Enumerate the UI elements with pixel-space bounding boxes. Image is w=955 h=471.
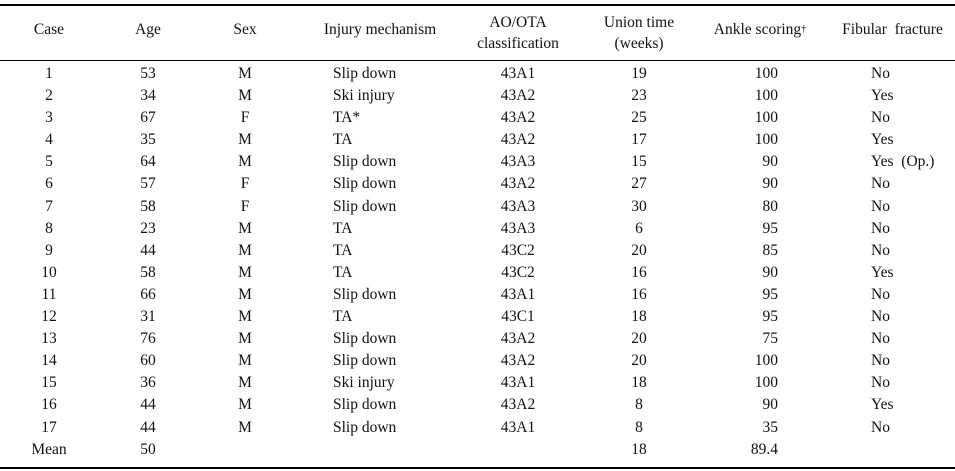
cell-sex: M [238, 131, 252, 149]
cell-union-time: 16 [631, 263, 647, 281]
cell-age: 66 [140, 285, 156, 303]
cell-ankle-scoring: 100 [754, 87, 778, 105]
cell-fibular-fracture: No [871, 65, 890, 82]
table-row [0, 85, 955, 107]
cell-sex: M [238, 87, 252, 105]
cell-ao-ota: 43A1 [500, 65, 536, 82]
cell-sex: M [238, 308, 252, 326]
cell-ankle-scoring: 90 [762, 153, 778, 171]
mean-label: Mean [31, 440, 67, 458]
cell-ankle-scoring: 90 [762, 263, 778, 281]
cell-case: 5 [45, 153, 53, 171]
table-row [0, 196, 955, 218]
table-row [0, 107, 955, 129]
cell-ao-ota: 43A1 [500, 374, 536, 392]
header-union-time [585, 8, 693, 58]
cell-fibular-fracture: Yes (Op.) [871, 153, 935, 171]
cell-ankle-scoring: 35 [762, 418, 778, 436]
cell-ao-ota: 43A2 [500, 396, 536, 414]
cell-age: 44 [140, 418, 156, 436]
cell-ankle-scoring: 80 [762, 197, 778, 215]
cell-ao-ota: 43A1 [500, 285, 536, 303]
header-case: Case [33, 20, 65, 38]
cell-ankle-scoring: 100 [754, 374, 778, 392]
cell-fibular-fracture: No [871, 197, 890, 215]
cell-age: 44 [140, 241, 156, 259]
cell-fibular-fracture: No [871, 418, 890, 436]
cell-union-time: 30 [631, 197, 647, 215]
cell-fibular-fracture: No [871, 219, 890, 237]
cell-case: 13 [41, 330, 57, 348]
cell-age: 64 [140, 153, 156, 171]
table-row [0, 394, 955, 416]
cell-sex: M [238, 65, 252, 82]
mean-age: 50 [140, 440, 156, 458]
cell-union-time: 8 [635, 396, 643, 414]
cell-fibular-fracture: No [871, 109, 890, 127]
cell-injury-mechanism: Slip down [333, 197, 397, 215]
cell-injury-mechanism: Slip down [333, 285, 397, 303]
cell-union-time: 27 [631, 175, 647, 193]
cell-ao-ota: 43A2 [500, 109, 536, 127]
cell-injury-mechanism: Ski injury [333, 374, 395, 392]
cell-case: 14 [41, 352, 57, 370]
header-fibular-fracture: Fibular fracture [842, 20, 943, 38]
cell-ankle-scoring: 85 [762, 241, 778, 259]
cell-ankle-scoring: 90 [762, 175, 778, 193]
cell-sex: M [238, 352, 252, 370]
table-row [0, 284, 955, 306]
cell-age: 58 [140, 197, 156, 215]
cell-ankle-scoring: 100 [754, 352, 778, 370]
table-row [0, 129, 955, 151]
cell-fibular-fracture: Yes [871, 396, 894, 414]
table-header [0, 8, 955, 58]
cell-union-time: 25 [631, 109, 647, 127]
cell-case: 12 [41, 308, 57, 326]
table-row [0, 306, 955, 328]
cell-injury-mechanism: Slip down [333, 153, 397, 171]
cell-age: 34 [140, 87, 156, 105]
mean-row [0, 439, 955, 461]
cell-ankle-scoring: 95 [762, 285, 778, 303]
header-rule [0, 60, 955, 61]
cell-age: 58 [140, 263, 156, 281]
cell-case: 6 [45, 175, 53, 193]
mean-ankle-scoring: 89.4 [750, 440, 778, 458]
cell-ao-ota: 43A3 [500, 219, 536, 237]
cell-union-time: 6 [635, 219, 643, 237]
table-row [0, 240, 955, 262]
cell-union-time: 8 [635, 418, 643, 436]
cell-injury-mechanism: TA [333, 131, 353, 149]
cell-injury-mechanism: Slip down [333, 175, 397, 193]
cell-fibular-fracture: No [871, 175, 890, 193]
cell-fibular-fracture: No [871, 308, 890, 326]
cell-sex: M [238, 330, 252, 348]
table-row [0, 218, 955, 240]
header-ao-ota [448, 8, 588, 58]
cell-fibular-fracture: No [871, 285, 890, 303]
cell-case: 1 [45, 65, 53, 82]
cell-case: 16 [41, 396, 57, 414]
cell-age: 76 [140, 330, 156, 348]
cell-injury-mechanism: Ski injury [333, 87, 395, 105]
cell-sex: M [238, 219, 252, 237]
cell-injury-mechanism: Slip down [333, 330, 397, 348]
cell-fibular-fracture: No [871, 241, 890, 259]
cell-case: 9 [45, 241, 53, 259]
cell-ao-ota: 43C2 [501, 263, 535, 281]
cell-age: 60 [140, 352, 156, 370]
cell-injury-mechanism: TA [333, 308, 353, 326]
header-ao-line1: AO/OTA [489, 14, 547, 31]
header-sex: Sex [233, 20, 257, 38]
cell-union-time: 20 [631, 330, 647, 348]
header-injury-mechanism: Injury mechanism [323, 20, 437, 38]
cell-sex: F [240, 109, 250, 127]
cell-ankle-scoring: 100 [754, 65, 778, 82]
cell-ankle-scoring: 95 [762, 308, 778, 326]
header-ankle-scoring [700, 8, 820, 58]
cell-injury-mechanism: TA [333, 263, 353, 281]
cell-ao-ota: 43A3 [500, 197, 536, 215]
cell-injury-mechanism: TA [333, 241, 353, 259]
cell-injury-mechanism: TA* [333, 109, 361, 127]
table-body [0, 63, 955, 461]
cell-age: 35 [140, 131, 156, 149]
cell-union-time: 18 [631, 374, 647, 392]
cell-fibular-fracture: No [871, 330, 890, 348]
header-union-line2: (weeks) [614, 35, 664, 52]
table-row [0, 63, 955, 85]
cell-case: 2 [45, 87, 53, 105]
cell-case: 17 [41, 418, 57, 436]
bottom-rule [0, 467, 955, 469]
cell-ankle-scoring: 90 [762, 396, 778, 414]
cell-union-time: 16 [631, 285, 647, 303]
cell-union-time: 18 [631, 308, 647, 326]
cell-union-time: 19 [631, 65, 647, 82]
cell-case: 3 [45, 109, 53, 127]
cell-sex: M [238, 241, 252, 259]
cell-ao-ota: 43A2 [500, 87, 536, 105]
cell-ao-ota: 43A2 [500, 175, 536, 193]
cell-injury-mechanism: Slip down [333, 418, 397, 436]
cell-sex: F [240, 175, 250, 193]
cell-union-time: 20 [631, 241, 647, 259]
dagger-footnote-mark: † [801, 23, 807, 35]
table-row [0, 262, 955, 284]
cell-age: 57 [140, 175, 156, 193]
cell-sex: M [238, 418, 252, 436]
cell-injury-mechanism: Slip down [333, 352, 397, 370]
cell-age: 31 [140, 308, 156, 326]
cell-ao-ota: 43C1 [501, 308, 535, 326]
cell-case: 15 [41, 374, 57, 392]
cell-union-time: 23 [631, 87, 647, 105]
cell-fibular-fracture: Yes [871, 131, 894, 149]
cell-union-time: 17 [631, 131, 647, 149]
cell-fibular-fracture: No [871, 352, 890, 370]
cell-case: 8 [45, 219, 53, 237]
cell-case: 11 [41, 285, 57, 303]
header-age: Age [135, 20, 161, 38]
cell-age: 44 [140, 396, 156, 414]
cell-sex: M [238, 285, 252, 303]
cell-injury-mechanism: Slip down [333, 65, 397, 82]
cell-ao-ota: 43C2 [501, 241, 535, 259]
cell-ankle-scoring: 100 [754, 131, 778, 149]
cell-age: 53 [140, 65, 156, 82]
table-row [0, 151, 955, 173]
cell-age: 36 [140, 374, 156, 392]
cell-ao-ota: 43A2 [500, 352, 536, 370]
cell-ankle-scoring: 95 [762, 219, 778, 237]
cell-age: 67 [140, 109, 156, 127]
table-row [0, 328, 955, 350]
cell-case: 7 [45, 197, 53, 215]
top-rule [0, 4, 955, 6]
table-row [0, 350, 955, 372]
cell-injury-mechanism: Slip down [333, 396, 397, 414]
cell-ankle-scoring: 100 [754, 109, 778, 127]
cell-case: 4 [45, 131, 53, 149]
cell-fibular-fracture: No [871, 374, 890, 392]
cell-sex: M [238, 263, 252, 281]
cell-sex: F [240, 197, 250, 215]
table-row [0, 173, 955, 195]
cell-age: 23 [140, 219, 156, 237]
table-row [0, 372, 955, 394]
cell-ao-ota: 43A3 [500, 153, 536, 171]
cell-sex: M [238, 153, 252, 171]
cell-ao-ota: 43A2 [500, 131, 536, 149]
cell-injury-mechanism: TA [333, 219, 353, 237]
cell-ao-ota: 43A2 [500, 330, 536, 348]
header-union-line1: Union time [603, 14, 675, 31]
mean-union-time: 18 [631, 440, 647, 458]
cell-fibular-fracture: Yes [871, 87, 894, 105]
header-ao-line2: classification [477, 35, 559, 52]
cell-ankle-scoring: 75 [762, 330, 778, 348]
cell-union-time: 15 [631, 153, 647, 171]
cell-sex: M [238, 374, 252, 392]
cell-sex: M [238, 396, 252, 414]
header-ankle-label: Ankle scoring [713, 20, 802, 38]
cell-case: 10 [41, 263, 57, 281]
cell-ao-ota: 43A1 [500, 418, 536, 436]
table-row [0, 417, 955, 439]
cell-fibular-fracture: Yes [871, 263, 894, 281]
cell-union-time: 20 [631, 352, 647, 370]
